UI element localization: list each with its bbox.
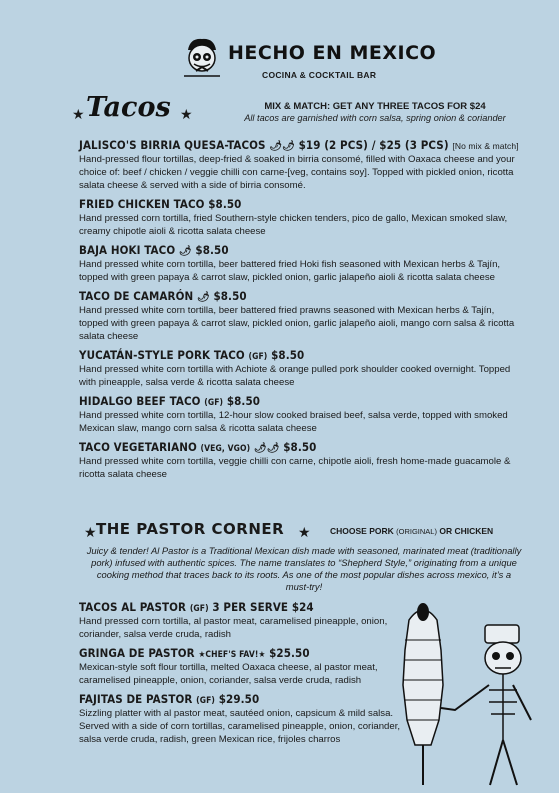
- brand-name: HECHO EN MEXICO: [228, 42, 437, 64]
- pastor-list: [79, 600, 419, 751]
- tacos-section-title: Tacos: [86, 92, 171, 123]
- item-price: $24: [291, 600, 314, 614]
- skeleton-spit-illustration: [385, 590, 535, 790]
- item-name: BAJA HOKI TACO: [79, 243, 176, 257]
- item-description: Sizzling platter with al pastor meat, sautéed onion, capsicum & mild salsa. Served with a side of corn tortillas, caramelised pineapple, onion, coriander, salsa verde cruda, radish, green Mexican rice, frijoles charros: [79, 708, 401, 745]
- serve-count: 3 PER SERVE: [212, 600, 289, 614]
- item-description: Hand pressed white corn tortilla, 12-hour slow cooked braised beef, salsa verde, topped with smoked Mexican slaw, mango corn salsa & ricotta salata cheese: [79, 410, 508, 434]
- item-description: Hand pressed white corn tortilla with Achiote & orange pulled pork shoulder cooked overnight. Topped with pineapple, salsa verde & ricotta salata cheese: [79, 364, 511, 388]
- dietary-tag: (GF): [189, 604, 209, 614]
- item-name: FRIED CHICKEN TACO: [79, 197, 205, 211]
- chef-fav-tag: ★CHEF'S FAV!★: [198, 650, 266, 660]
- restaurant-logo: [180, 36, 440, 86]
- item-name: HIDALGO BEEF TACO: [79, 394, 201, 408]
- item-description: Hand pressed corn tortilla, fried Southern-style chicken tenders, pico de gallo, Mexican smoked slaw, creamy chipotle aioli & ricotta salata cheese: [79, 213, 508, 237]
- item-description: Hand-pressed flour tortillas, deep-fried & soaked in birria consomé, filled with Oaxaca cheese and your choice of: beef / chicken / veggie chilli con carne-[veg, contains soy]. Topped with pickled onion, ricotta salata cheese & served with a side of birria consomé.: [79, 154, 515, 191]
- chili-icon: 🌶🌶: [269, 141, 295, 152]
- choose-pork: CHOOSE PORK: [330, 526, 394, 536]
- item-name: YUCATÁN-STYLE PORK TACO: [79, 348, 245, 362]
- star-icon: ★: [180, 106, 193, 122]
- menu-item: [79, 692, 419, 746]
- chili-icon: 🌶: [178, 246, 192, 257]
- menu-item: [79, 138, 525, 192]
- dietary-tag: (VEG, VGO): [200, 444, 251, 454]
- dietary-tag: (GF): [204, 398, 224, 408]
- menu-item: [79, 243, 525, 284]
- menu-item: [79, 646, 419, 687]
- item-note: [No mix & match]: [452, 141, 519, 151]
- item-description: Hand pressed white corn tortilla, beer battered fried prawns seasoned with Mexican herbs & Tajín, topped with green papaya & carrot slaw, pickled onion, garlic jalapeño aioli, mango corn salsa & ricotta salata cheese: [79, 305, 515, 342]
- star-icon: ★: [72, 106, 85, 122]
- skull-logo-icon: [180, 36, 224, 80]
- protein-choice: [330, 526, 493, 536]
- mix-line: MIX & MATCH: GET ANY THREE TACOS FOR $24: [264, 101, 486, 112]
- menu-item: [79, 440, 525, 481]
- star-icon: ★: [298, 524, 311, 540]
- item-price: $8.50: [283, 440, 317, 454]
- item-description: Hand pressed corn tortilla, al pastor meat, caramelised pineapple, onion, coriander, salsa verde cruda, radish: [79, 616, 388, 640]
- item-description: Hand pressed white corn tortilla, veggie chilli con carne, chipotle aioli, fresh home-made guacamole & ricotta salata cheese: [79, 456, 511, 480]
- item-name: FAJITAS DE PASTOR: [79, 692, 193, 706]
- menu-item: [79, 197, 525, 238]
- chili-icon: 🌶: [196, 292, 210, 303]
- item-description: Mexican-style soft flour tortilla, melted Oaxaca cheese, al pastor meat, caramelised pineapple, onion, coriander, salsa verde cruda, radish: [79, 662, 378, 686]
- menu-item: [79, 348, 525, 389]
- item-price: $8.50: [213, 289, 247, 303]
- chili-icon: 🌶🌶: [253, 443, 280, 454]
- dietary-tag: (GF): [248, 352, 268, 362]
- choose-original: (ORIGINAL): [396, 527, 437, 536]
- item-price: $29.50: [218, 692, 260, 706]
- dietary-tag: (GF): [196, 696, 216, 706]
- pastor-section-title: THE PASTOR CORNER: [96, 520, 285, 538]
- item-name: JALISCO'S BIRRIA QUESA-TACOS: [79, 138, 266, 152]
- tacos-list: [79, 138, 525, 486]
- item-price: $8.50: [208, 197, 242, 211]
- item-name: TACOS AL PASTOR: [79, 600, 187, 614]
- item-price: $19 (2 PCS) / $25 (3 PCS): [298, 138, 449, 152]
- item-name: TACO VEGETARIANO: [79, 440, 197, 454]
- item-name: TACO DE CAMARÓN: [79, 289, 194, 303]
- item-price: $25.50: [269, 646, 310, 660]
- pastor-intro: Juicy & tender! Al Pastor is a Traditional Mexican dish made with seasoned, marinated meat (traditionally pork) infused with authentic spices. The name translates to “Shepherd Style,” originating from a unique cooking method that traces back to its roots. As one of the most popular dishes across mexico, it’s a must-try!: [86, 545, 522, 592]
- item-price: $8.50: [271, 348, 305, 362]
- menu-item: [79, 600, 419, 641]
- item-description: Hand pressed white corn tortilla, beer battered fried Hoki fish seasoned with Mexican herbs & Tajín, topped with green papaya & carrot slaw, pickled onion, garlic jalapeño aioli & ricotta salata cheese: [79, 259, 501, 283]
- garnish-line: All tacos are garnished with corn salsa, spring onion & coriander: [244, 113, 506, 123]
- mix-and-match-note: [210, 101, 540, 123]
- star-icon: ★: [84, 524, 97, 540]
- choose-chicken: OR CHICKEN: [439, 526, 494, 536]
- item-price: $8.50: [226, 394, 261, 408]
- item-name: GRINGA DE PASTOR: [79, 646, 195, 660]
- menu-item: [79, 394, 525, 435]
- brand-tagline: COCINA & COCKTAIL BAR: [262, 70, 377, 80]
- item-price: $8.50: [195, 243, 229, 257]
- menu-item: [79, 289, 525, 343]
